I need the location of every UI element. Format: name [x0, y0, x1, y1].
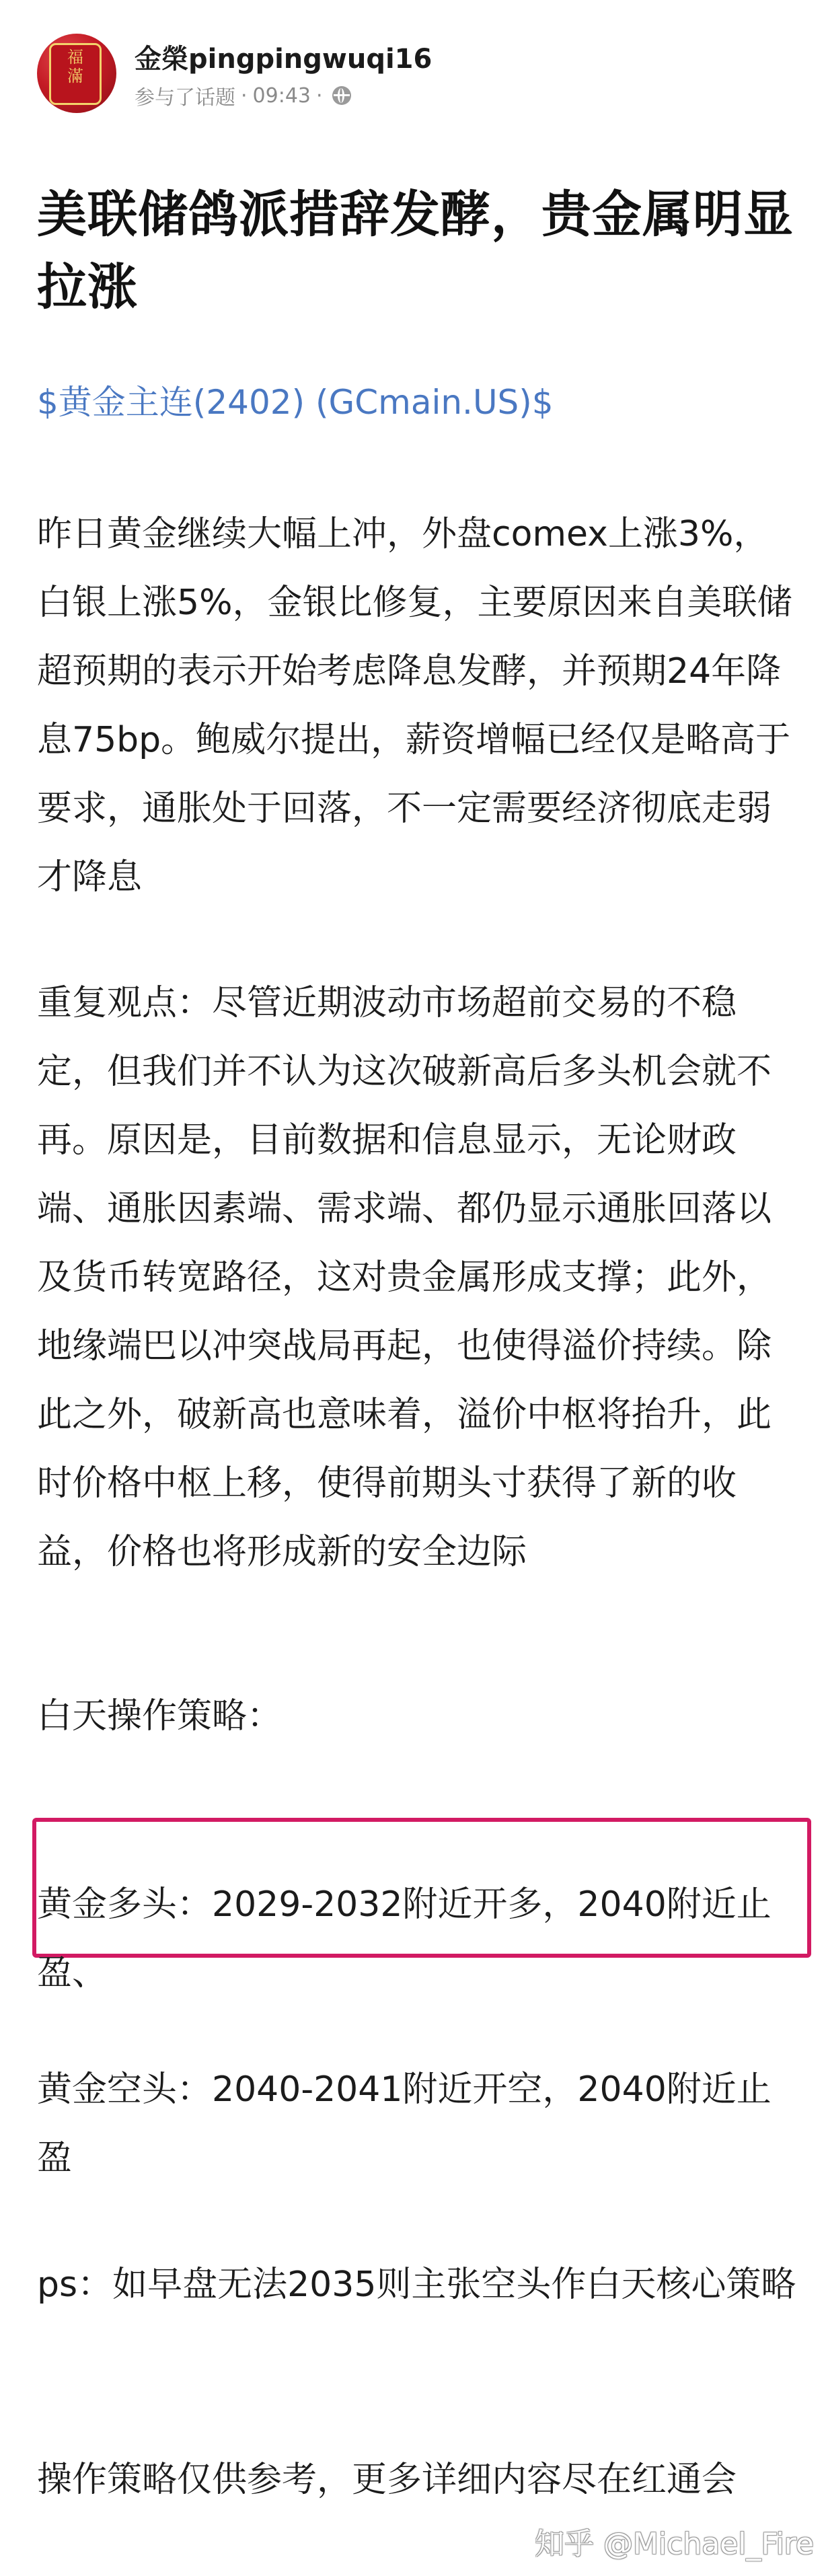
post-time: 09:43 [252, 83, 311, 108]
avatar[interactable] [37, 34, 116, 113]
post-paragraph: 操作策略仅供参考，更多详细内容尽在红通会 [37, 2460, 737, 2500]
post-paragraph: 昨日黄金继续大幅上冲，外盘comex上涨3%，白银上涨5%，金银比修复，主要原因来自美联储超预期的表示开始考虑降息发酵，并预期24年降息75bp。鲍威尔提出，薪资增幅已经仅是略高于要求，通胀处于回落，不一定需要经济彻底走弱才降息 [37, 514, 792, 897]
post-paragraph: 白天操作策略： [37, 1696, 283, 1736]
watermark: 知乎 @Michael_Fire [534, 2527, 814, 2561]
author-name[interactable]: 金榮pingpingwuqi16 [135, 44, 433, 75]
post-paragraph: 黄金空头：2040-2041附近开空，2040附近止盈 [37, 2069, 772, 2178]
post-paragraph: ps：如早盘无法2035则主张空头作白天核心策略 [37, 2265, 796, 2305]
post-paragraph: 重复观点：尽管近期波动市场超前交易的不稳定，但我们并不认为这次破新高后多头机会就不再。原因是，目前数据和信息显示，无论财政端、通胀因素端、需求端、都仍显示通胀回落以及货币转宽路径，这对贵金属形成支撑；此外，地缘端巴以冲突战局再起，也使得溢价持续。除此之外，破新高也意味着，溢价中枢将抬升，此时价格中枢上移，使得前期头寸获得了新的收益，价格也将形成新的安全边际 [37, 983, 772, 1572]
avatar-seal-image: 福 滿 [49, 43, 102, 105]
post-header [37, 34, 777, 116]
topic-participation-text[interactable]: 参与了话题 [135, 86, 235, 110]
meta-separator: · [316, 83, 323, 108]
post-paragraph-highlighted: 黄金多头：2029-2032附近开多，2040附近止盈、 [37, 1884, 772, 1993]
stock-link[interactable]: $黄金主连(2402) (GCmain.US)$ [37, 383, 554, 422]
post-meta [135, 81, 351, 110]
post-title: 美联储鸽派措辞发酵，贵金属明显拉涨 [37, 186, 794, 316]
globe-icon [332, 86, 351, 105]
meta-separator: · [241, 83, 248, 108]
